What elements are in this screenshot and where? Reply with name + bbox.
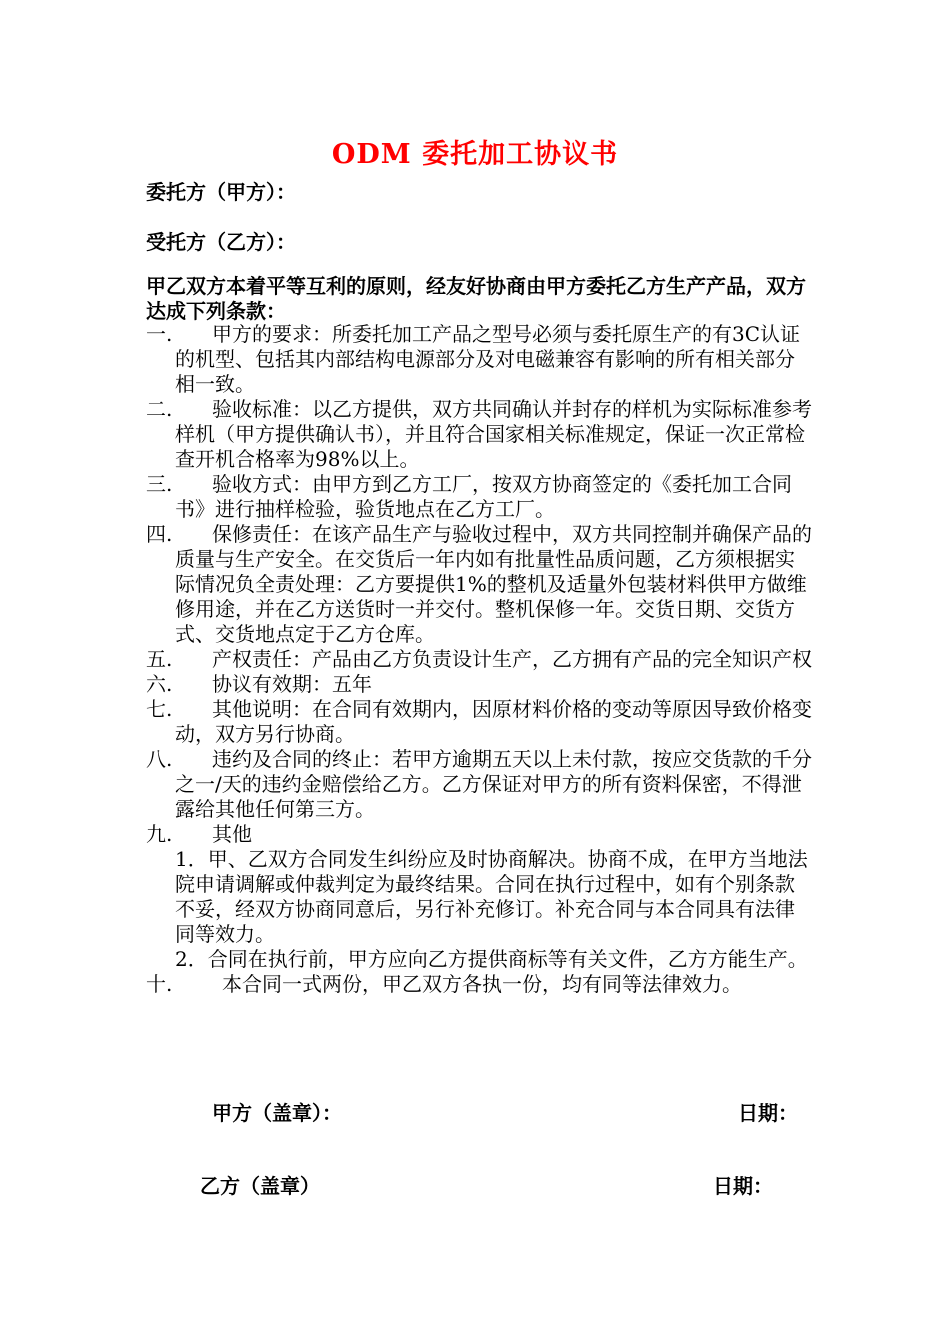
party-a-seal-label: 甲方（盖章）： (212, 1101, 342, 1125)
clause-number: 七. (146, 697, 173, 721)
clause-2 (146, 397, 814, 472)
clause-number: 六. (146, 672, 173, 696)
clause-text: 其他说明：在合同有效期内，因原材料价格的变动等原因导致价格变动，双方另行协商。 (175, 697, 812, 746)
clause-10 (146, 972, 814, 997)
clause-7 (146, 697, 814, 747)
clause-text: 产权责任：产品由乙方负责设计生产，乙方拥有产品的完全知识产权 (212, 647, 812, 671)
clause-number: 五. (146, 647, 173, 671)
clause-text: 验收标准：以乙方提供，双方共同确认并封存的样机为实际标准参考样机（甲方提供确认书），并且符合国家相关标准规定，保证一次正常检查开机合格率为98%以上。 (175, 397, 812, 471)
clause-text: 违约及合同的终止：若甲方逾期五天以上未付款，按应交货款的千分之一/天的违约金赔偿给乙方。乙方保证对甲方的所有资料保密，不得泄露给其他任何第三方。 (175, 747, 812, 821)
intro-paragraph: 甲乙双方本着平等互利的原则，经友好协商由甲方委托乙方生产产品，双方达成下列条款： (146, 274, 806, 323)
clause-4 (146, 522, 814, 647)
sub-item-2: 2．合同在执行前，甲方应向乙方提供商标等有关文件，乙方方能生产。 (175, 947, 808, 971)
party-a-date-label: 日期： (738, 1101, 798, 1125)
clause-number: 四. (146, 522, 173, 546)
document-title: ODM 委托加工协议书 (331, 139, 619, 170)
clause-text: 其他 (212, 822, 252, 846)
clause-1 (146, 322, 814, 397)
clause-8 (146, 747, 814, 822)
clause-text: 本合同一式两份，甲乙双方各执一份，均有同等法律效力。 (222, 972, 742, 996)
clause-6 (146, 672, 814, 697)
clause-text: 保修责任：在该产品生产与验收过程中，双方共同控制并确保产品的质量与生产安全。在交货后一年内如有批量性品质问题，乙方须根据实际情况负全责处理：乙方要提供1%的整机及适量外包装材料供甲方做维修用途，并在乙方送货时一并交付。整机保修一年。交货日期、交货方式、交货地点定于乙方仓库。 (175, 522, 812, 646)
clause-number: 八. (146, 747, 173, 771)
clause-number: 九. (146, 822, 173, 846)
party-a-line: 委托方（甲方）： (146, 180, 296, 204)
clause-number: 一. (146, 322, 173, 346)
sub-item-1: 1．甲、乙双方合同发生纠纷应及时协商解决。协商不成，在甲方当地法院申请调解或仲裁判定为最终结果。合同在执行过程中，如有个别条款不妥，经双方协商同意后，另行补充修订。补充合同与本合同具有法律同等效力。 (175, 847, 808, 946)
party-b-date-label: 日期： (713, 1174, 773, 1198)
clause-5 (146, 647, 814, 672)
clause-list (146, 322, 814, 997)
party-b-seal-label: 乙方（盖章） (200, 1174, 320, 1198)
clause-number: 十. (146, 972, 173, 996)
clause-9 (146, 822, 814, 847)
clause-text: 甲方的要求：所委托加工产品之型号必须与委托原生产的有3C认证的机型、包括其内部结构电源部分及对电磁兼容有影响的所有相关部分相一致。 (175, 322, 801, 396)
clause-3 (146, 472, 814, 522)
clause-number: 二. (146, 397, 173, 421)
clause-text: 验收方式：由甲方到乙方工厂，按双方协商签定的《委托加工合同书》进行抽样检验，验货地点在乙方工厂。 (175, 472, 792, 521)
clause-number: 三. (146, 472, 173, 496)
clause-text: 协议有效期：五年 (212, 672, 372, 696)
party-b-line: 受托方（乙方）： (146, 230, 296, 254)
